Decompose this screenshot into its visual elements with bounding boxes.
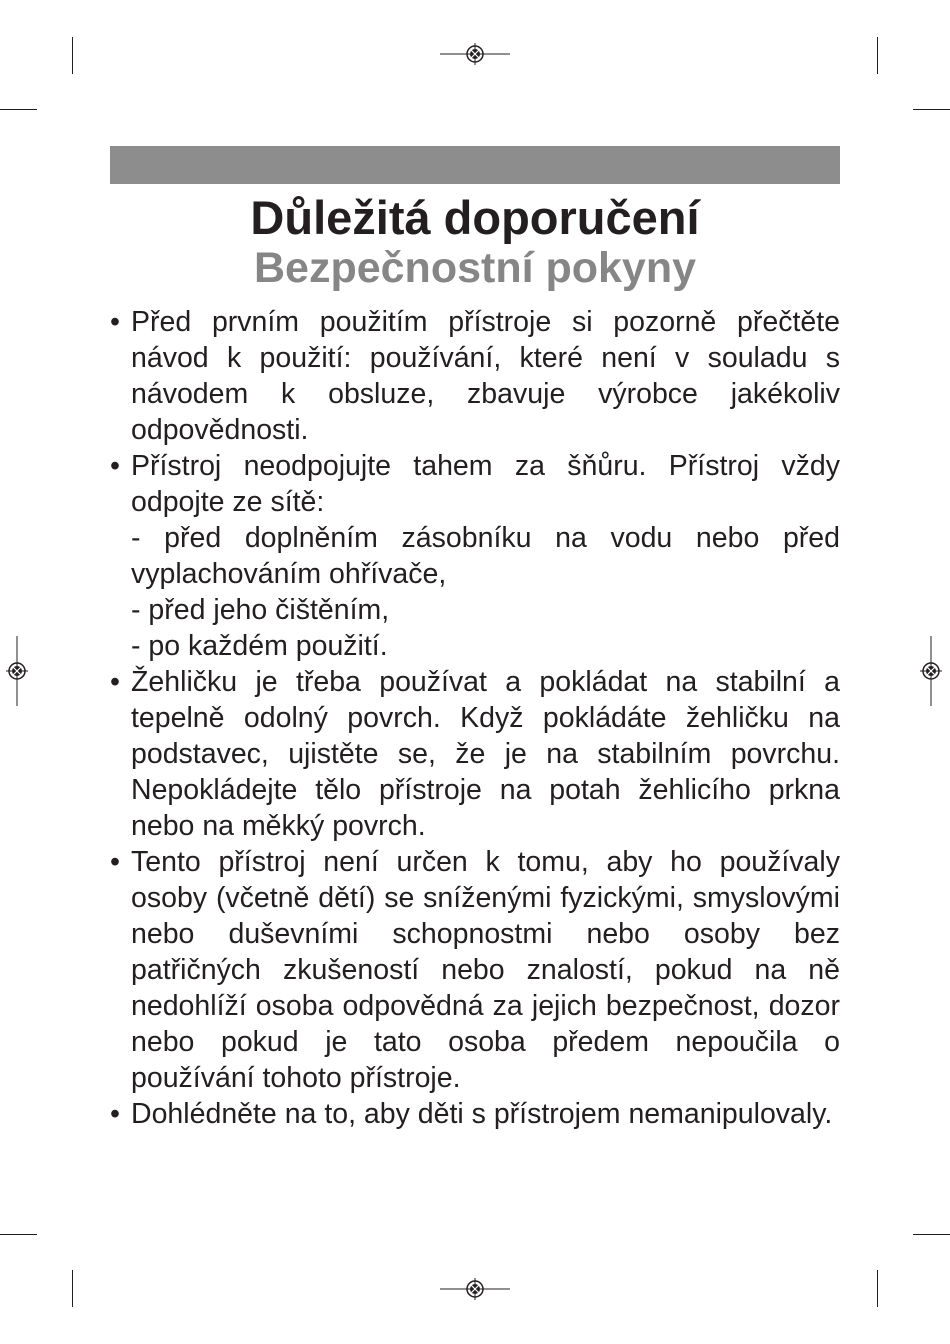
trim-mark — [0, 109, 37, 110]
list-item-text: Přístroj neodpojujte tahem za šňůru. Přístroj vždy odpojte ze sítě: — [131, 450, 840, 518]
registration-mark-icon — [440, 43, 510, 65]
sub-item: - před jeho čištěním, — [131, 594, 390, 626]
list-item-text: Žehličku je třeba používat a pokládat na stabilní a tepelně odolný povrch. Když pokládáte žehličku na podstavec, ujistěte se, že je na stabilním povrchu. Nepokládejte tělo přístroje na potah žehlicího prkna nebo na měkký povrch. — [131, 666, 840, 842]
page-subtitle: Bezpečnostní pokyny — [253, 244, 697, 292]
list-item-text: Tento přístroj není určen k tomu, aby ho používaly osoby (včetně dětí) se sníženými fyzickými, smyslovými nebo duševními schopnostmi nebo osoby bez patřičných zkušeností nebo znalostí, pokud na ně nedohlíží osoba odpovědná za jejich bezpečnost, dozor nebo pokud je tato osoba předem nepoučila o používání tohoto přístroje. — [131, 846, 840, 1094]
trim-mark — [913, 109, 950, 110]
list-item-text: Před prvním použitím přístroje si pozorně přečtěte návod k použití: používání, které není v souladu s návodem k obsluze, zbavuje výrobce jakékoliv odpovědnosti. — [131, 306, 840, 446]
sub-item: - po každém použití. — [131, 630, 388, 662]
bullet: • — [110, 666, 120, 698]
trim-mark — [72, 37, 73, 74]
trim-mark — [877, 1270, 878, 1307]
list-item — [110, 844, 840, 1096]
header-bar — [110, 146, 840, 184]
list-item-text: Dohlédněte na to, aby děti s přístrojem nemanipulovaly. — [131, 1098, 833, 1130]
page-title: Důležitá doporučení — [250, 191, 700, 244]
bullet: • — [110, 306, 120, 338]
trim-mark — [0, 1234, 37, 1235]
list-item — [110, 304, 840, 448]
safety-list — [110, 304, 840, 1132]
bullet: • — [110, 450, 120, 482]
list-item — [110, 1096, 840, 1132]
trim-mark — [72, 1270, 73, 1307]
registration-mark-icon — [440, 1278, 510, 1300]
bullet: • — [110, 846, 120, 878]
trim-mark — [877, 37, 878, 74]
list-item — [110, 448, 840, 664]
list-item — [110, 664, 840, 844]
registration-mark-icon — [6, 636, 28, 706]
bullet: • — [110, 1098, 120, 1130]
trim-mark — [913, 1234, 950, 1235]
sub-item: - před doplněním zásobníku na vodu nebo před vyplachováním ohřívače, — [131, 522, 840, 590]
registration-mark-icon — [920, 636, 942, 706]
